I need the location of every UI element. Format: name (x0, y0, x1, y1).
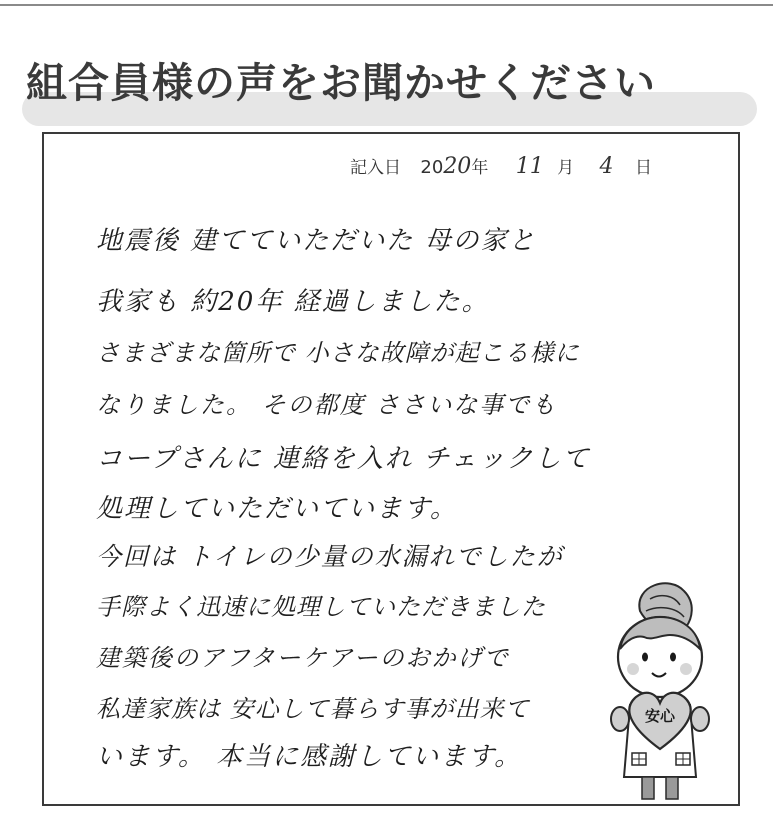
mascot-eye-left (642, 653, 648, 662)
comment-line-2: 我家も 約20年 経過しました。 (96, 287, 490, 317)
comment-line-10: 私達家族は 安心して暮らす事が出来て (96, 695, 530, 723)
entry-year-unit: 年 (471, 158, 489, 178)
comment-line-9: 建築後のアフターケアーのおかげで (96, 644, 510, 672)
comment-line-11: います。 本当に感謝しています。 (96, 742, 523, 772)
comment-line-3: さまざまな箇所で 小さな故障が起こる様に (96, 339, 580, 367)
entry-day-unit: 日 (634, 158, 652, 178)
entry-month-unit: 月 (557, 158, 575, 178)
comment-line-7: 今回は トイレの少量の水漏れでしたが (96, 542, 564, 571)
mascot-eye-right (670, 653, 676, 662)
comment-line-8: 手際よく迅速に処理していただきました (96, 593, 546, 621)
top-rule (0, 4, 773, 6)
entry-year-prefix: 20 (420, 157, 444, 178)
mascot-illustration (600, 577, 720, 801)
comment-line-4: なりました。 その都度 ささいな事でも (96, 391, 558, 419)
entry-year-handwritten: 20 (443, 154, 472, 179)
page-title: 組合員様の声をお聞かせください (26, 59, 656, 107)
entry-month-handwritten: 11 (515, 154, 544, 179)
comment-line-6: 処理していただいています。 (96, 494, 458, 524)
comment-line-1: 地震後 建てていただいた 母の家と (96, 226, 537, 256)
entry-date-label: 記入日 (350, 158, 401, 178)
entry-day-handwritten: 4 (599, 154, 614, 179)
entry-date-row (350, 152, 730, 182)
comment-line-5: コープさんに 連絡を入れ チェックして (96, 444, 591, 474)
heart-badge-label: 安心 (644, 707, 676, 725)
